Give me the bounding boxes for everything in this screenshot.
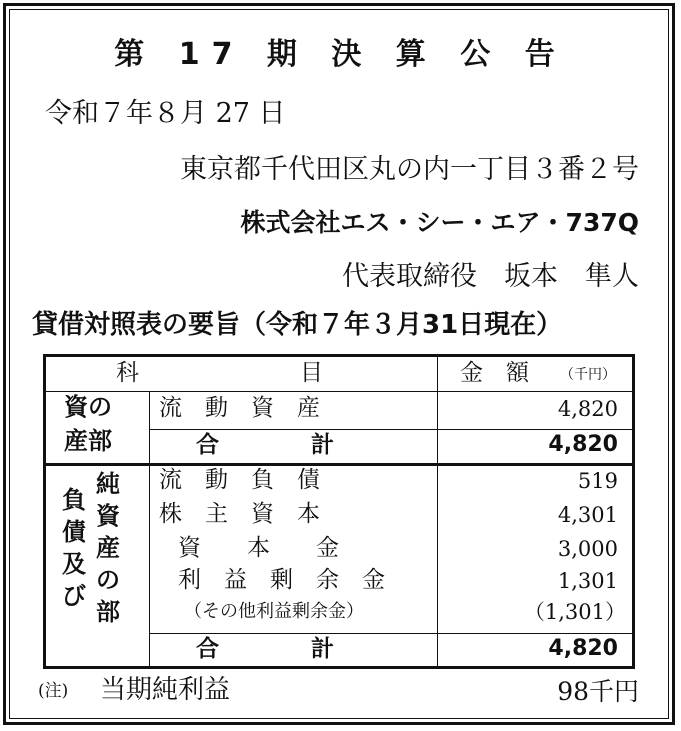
assets-total-divider <box>149 429 632 430</box>
liab-char: 部 <box>96 598 120 626</box>
company-name: 株式会社エス・シー・エア・737Q <box>240 208 639 237</box>
liab-total-divider <box>149 633 632 634</box>
balance-sheet-table <box>43 354 635 669</box>
header-item: 科 目 <box>116 360 323 386</box>
liabilities-label-col1 <box>62 484 90 612</box>
row-capital-label: 資 本 金 <box>178 535 339 561</box>
row-retained-earnings-label: 利 益 剰 余 金 <box>178 567 385 593</box>
header-divider <box>46 391 632 392</box>
row-current-liabilities-value: 519 <box>577 469 618 493</box>
amount-column-divider <box>437 357 438 666</box>
note-mark: (注) <box>38 681 69 701</box>
liab-char: 負 <box>62 486 86 514</box>
header-unit: （千円） <box>560 367 616 383</box>
row-liab-total-label: 合 計 <box>196 636 334 662</box>
row-current-assets-label: 流 動 資 産 <box>159 395 320 421</box>
assets-label-line1: 資の <box>64 393 112 421</box>
row-capital-value: 3,000 <box>557 537 618 561</box>
liabilities-label-col2 <box>96 468 124 628</box>
section-heading: 貸借対照表の要旨（令和７年３月31日現在） <box>32 310 563 340</box>
liab-char: び <box>62 582 86 610</box>
row-shareholders-equity-value: 4,301 <box>557 503 618 527</box>
header-amount: 金 額 <box>460 360 529 386</box>
row-assets-total-value: 4,820 <box>548 432 618 457</box>
row-current-assets-value: 4,820 <box>557 397 618 421</box>
note-value: 98千円 <box>557 677 639 706</box>
liab-char: 純 <box>96 470 120 498</box>
row-assets-total-label: 合 計 <box>196 432 334 458</box>
section-label-divider <box>149 391 150 666</box>
row-other-retained-earnings-label: （その他利益剰余金） <box>184 601 364 622</box>
row-current-liabilities-label: 流 動 負 債 <box>159 467 320 493</box>
row-retained-earnings-value: 1,301 <box>557 569 618 593</box>
notice-title: 第 17 期 決 算 公 告 <box>114 37 567 72</box>
note-label: 当期純利益 <box>100 675 231 705</box>
assets-section-bottom <box>46 463 632 466</box>
row-liab-total-value: 4,820 <box>548 636 618 661</box>
row-other-retained-earnings-value: （1,301） <box>523 600 626 624</box>
liab-char: 及 <box>62 550 86 578</box>
row-shareholders-equity-label: 株 主 資 本 <box>159 501 320 527</box>
assets-label-line2: 産部 <box>64 427 112 455</box>
liab-char: 資 <box>96 502 120 530</box>
notice-date: 令和７年８月 27 日 <box>45 98 286 129</box>
liab-char: の <box>96 566 120 594</box>
company-address: 東京都千代田区丸の内一丁目３番２号 <box>180 154 639 185</box>
liab-char: 債 <box>62 518 86 546</box>
liab-char: 産 <box>96 534 120 562</box>
representative: 代表取締役 坂本 隼人 <box>342 261 639 292</box>
